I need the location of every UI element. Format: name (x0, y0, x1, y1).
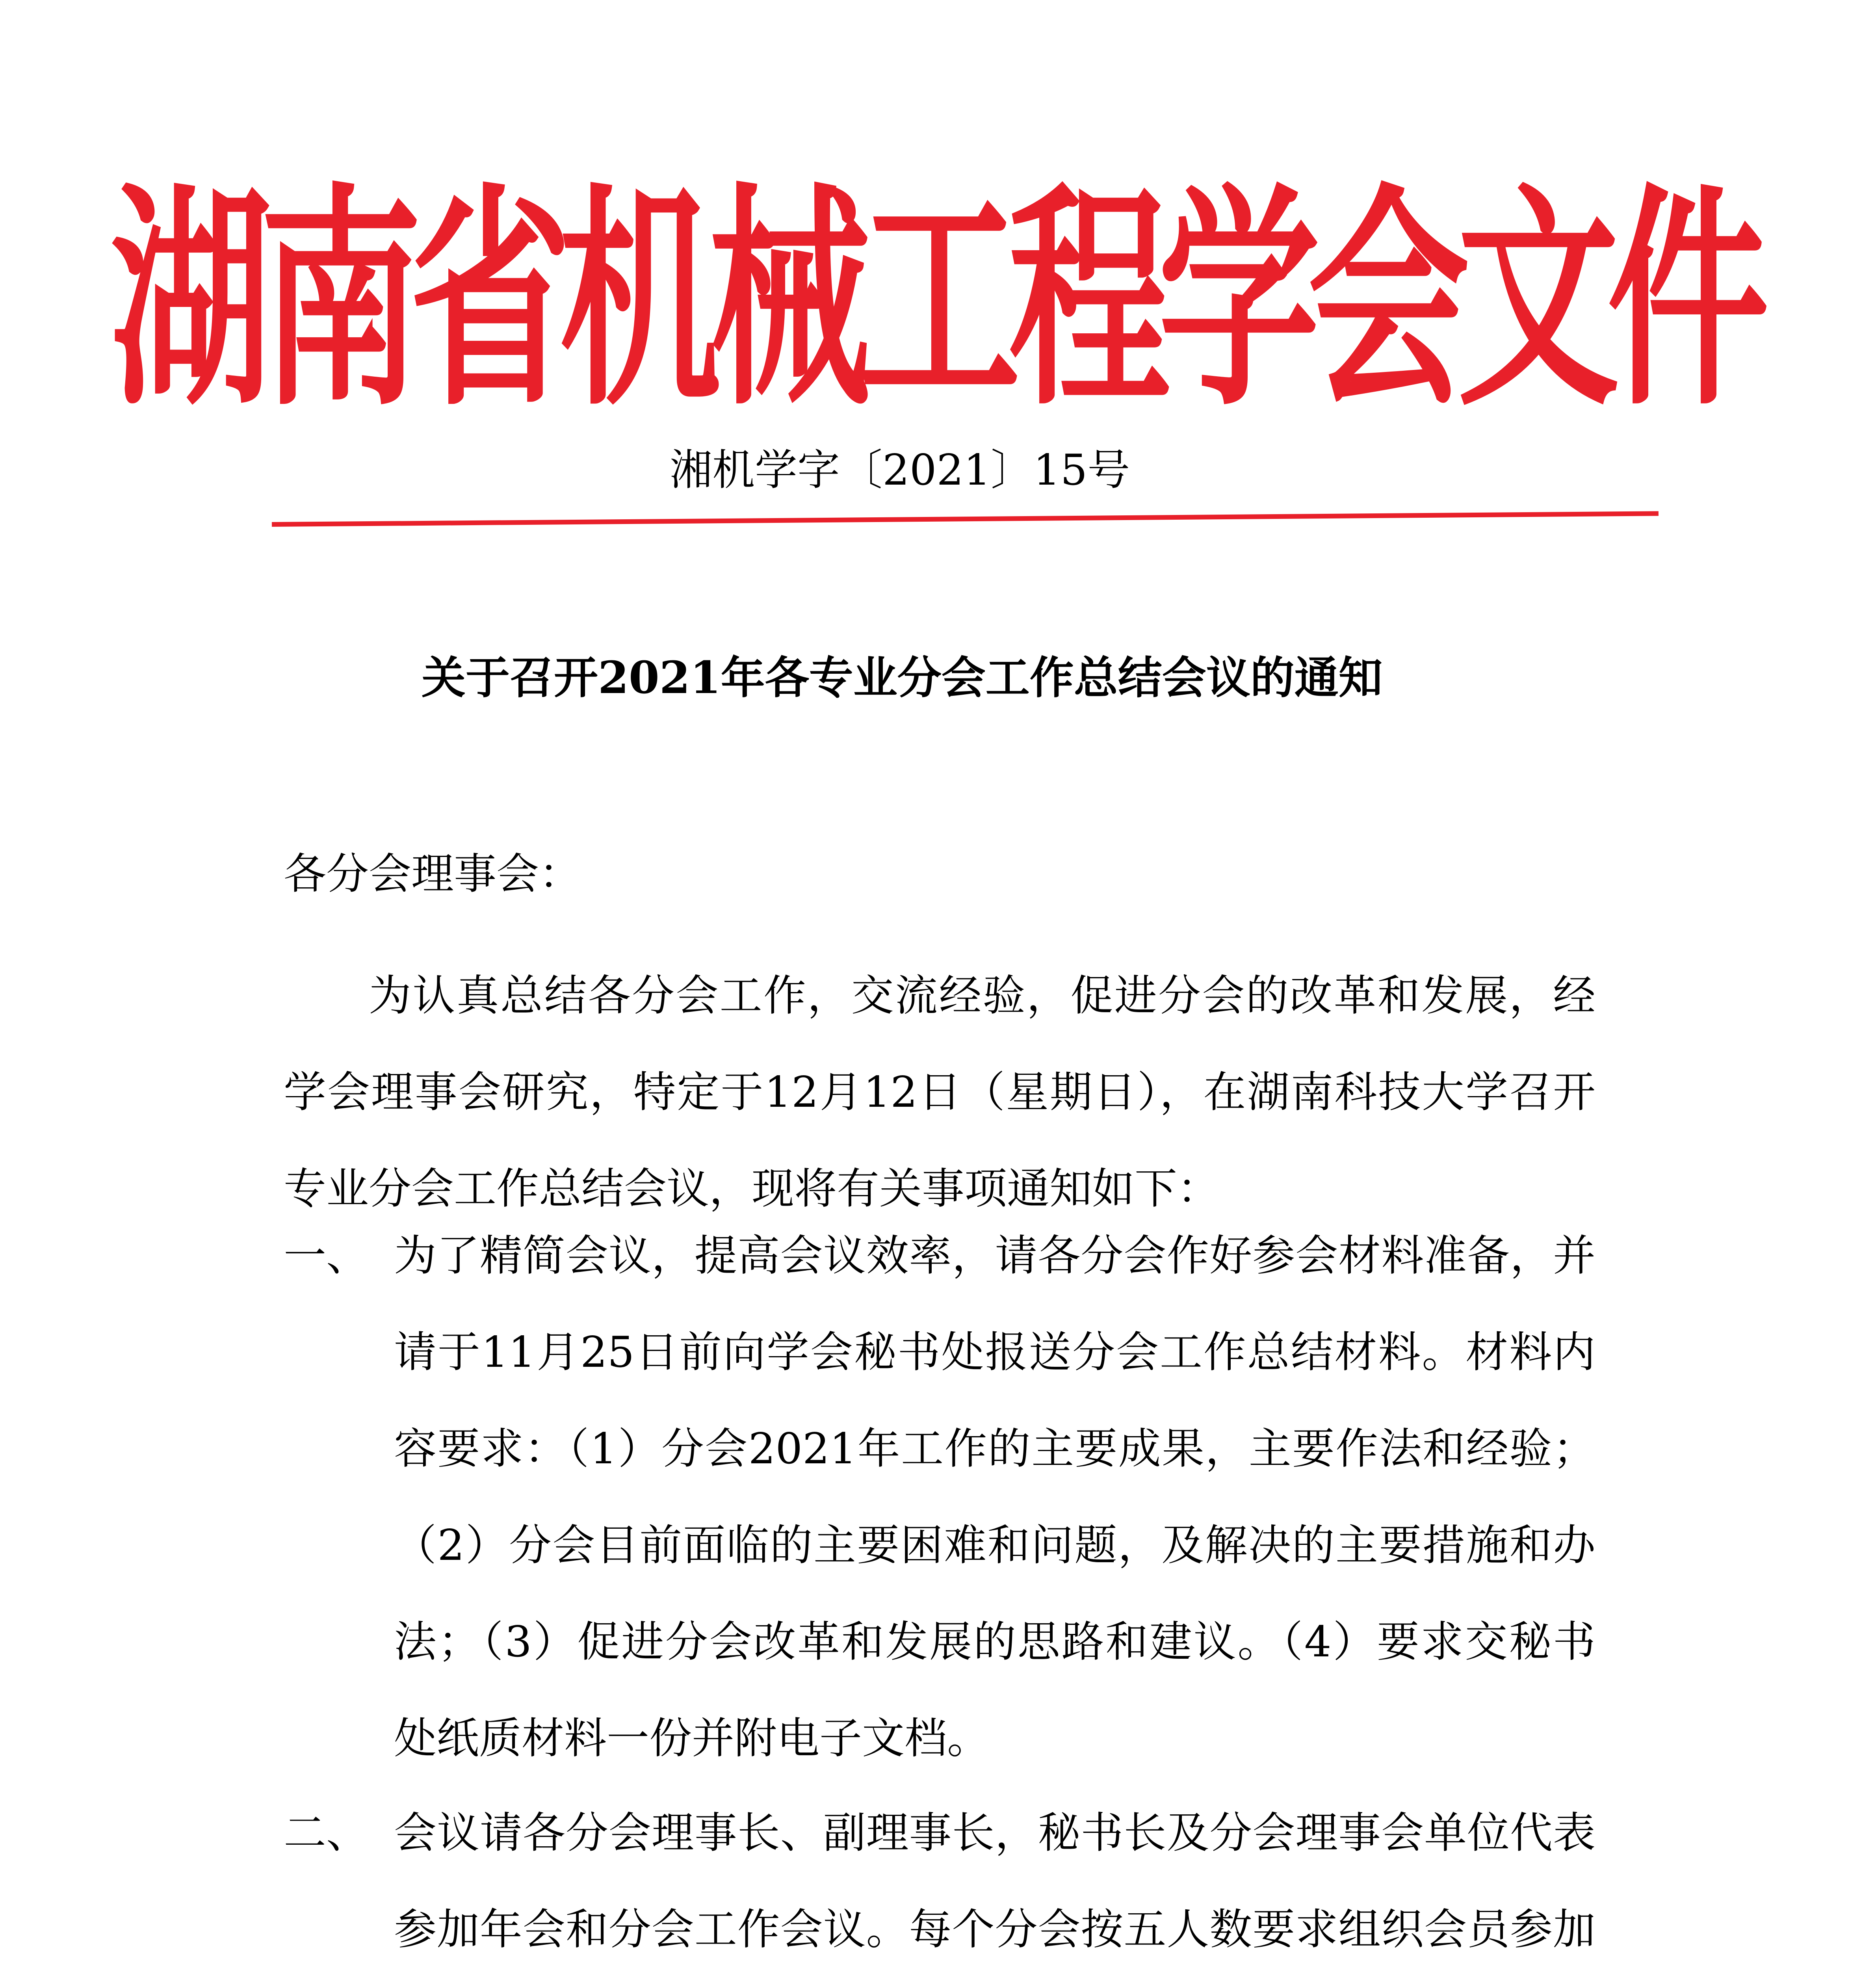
list-item-number: 一、 (284, 1231, 369, 1280)
intro-paragraph: 为认真总结各分会工作，交流经验，促进分会的改革和发展，经学会理事会研究，特定于12月12日（星期日），在湖南科技大学召开专业分会工作总结会议，现将有关事项通知如下： (284, 971, 1596, 1214)
org-header-title-text: 湖南省机械工程学会文件 (110, 162, 1757, 437)
red-header-rule (272, 511, 1659, 527)
org-header-title (110, 162, 1757, 437)
salutation: 各分会理事会： (284, 849, 582, 899)
notice-title: 关于召开2021年各专业分会工作总结会议的通知 (422, 652, 1383, 704)
list-item-text: 为了精简会议，提高会议效率，请各分会作好参会材料准备，并请于11月25日前向学会秘书处报送分会工作总结材料。材料内容要求：（1）分会2021年工作的主要成果，主要作法和经验；（2）分会目前面临的主要困难和问题，及解决的主要措施和办法；（3）促进分会改革和发展的思路和建议。（4）要求交秘书处纸质材料一份并附电子文档。 (394, 1231, 1596, 1763)
list-item-number: 二、 (284, 1808, 369, 1858)
list-item-text: 会议请各分会理事长、副理事长，秘书长及分会理事会单位代表参加年会和分会工作会议。每个分会按五人数要求组织会员参加 (394, 1808, 1596, 1954)
document-number: 湘机学字〔2021〕15号 (670, 446, 1130, 495)
